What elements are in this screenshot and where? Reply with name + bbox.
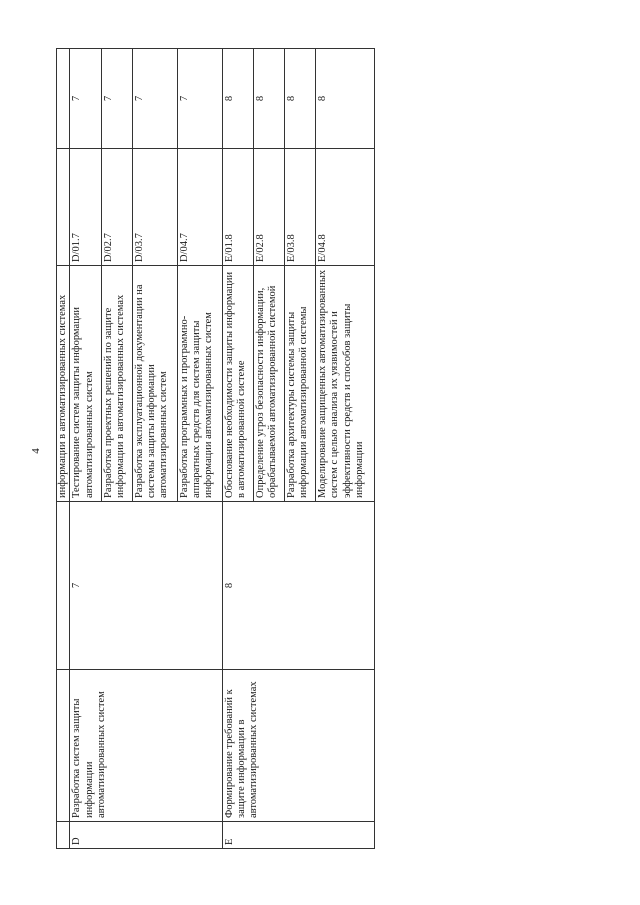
function-code: D/02.7 [101, 149, 132, 266]
function-level: 8 [222, 49, 253, 149]
group-code: E [222, 822, 374, 849]
table-cell-empty [57, 49, 70, 149]
function-name: Моделирование защищенных автоматизированных систем с целью анализа их уязвимостей и эффективности средств и способов защиты информации [316, 266, 375, 502]
function-name: Определение угроз безопасности информации, обрабатываемой автоматизированной системой [253, 266, 284, 502]
table-row [222, 49, 253, 849]
group-level: 8 [222, 502, 374, 670]
function-name: Разработка эксплуатационной документации на системы защиты информации автоматизированных систем [132, 266, 177, 502]
function-code: E/01.8 [222, 149, 253, 266]
group-code: D [70, 822, 222, 849]
table-cell-empty [57, 149, 70, 266]
function-level: 8 [253, 49, 284, 149]
function-level: 7 [70, 49, 101, 149]
function-code: D/01.7 [70, 149, 101, 266]
function-code: D/04.7 [177, 149, 222, 266]
function-level: 7 [101, 49, 132, 149]
function-level: 7 [177, 49, 222, 149]
function-level: 8 [284, 49, 315, 149]
function-code: E/03.8 [284, 149, 315, 266]
function-code: E/04.8 [316, 149, 375, 266]
function-name: Разработка проектных решений по защите информации в автоматизированных системах [101, 266, 132, 502]
function-level: 7 [132, 49, 177, 149]
table-cell-empty [57, 670, 70, 822]
table-cell-empty [57, 502, 70, 670]
group-name: Формирование требований к защите информации в автоматизированных системах [222, 670, 374, 822]
function-name: Разработка программных и программно-аппаратных средств для систем защиты информации автоматизированных систем [177, 266, 222, 502]
function-name: Разработка архитектуры системы защиты информации автоматизированной системы [284, 266, 315, 502]
page-number: 4 [30, 448, 42, 454]
group-level: 7 [70, 502, 222, 670]
function-level: 8 [316, 49, 375, 149]
function-code: D/03.7 [132, 149, 177, 266]
function-name: Обоснование необходимости защиты информации в автоматизированной системе [222, 266, 253, 502]
function-table-container [56, 49, 375, 849]
continuation-function-name: информации в автоматизированных системах [57, 266, 70, 502]
function-name: Тестирование систем защиты информации автоматизированных систем [70, 266, 101, 502]
function-code: E/02.8 [253, 149, 284, 266]
group-name: Разработка систем защиты информации автоматизированных систем [70, 670, 222, 822]
table-cell-empty [57, 822, 70, 849]
table-row-continuation [57, 49, 70, 849]
table-row [70, 49, 101, 849]
labor-functions-table [56, 48, 375, 849]
